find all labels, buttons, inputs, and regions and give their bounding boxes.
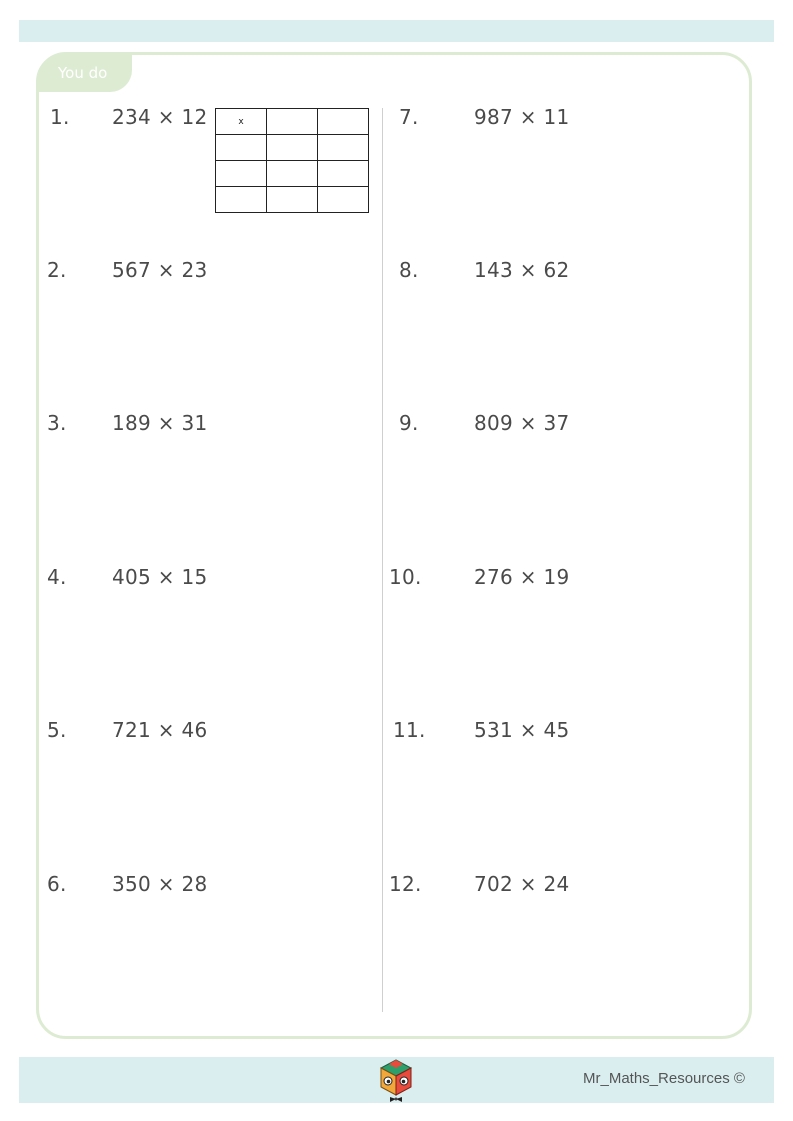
problem-1-expression: 234 × 12 (112, 105, 208, 129)
problem-10-number: 10. (389, 565, 422, 589)
grid-cell[interactable] (318, 109, 369, 135)
problem-8-expression: 143 × 62 (474, 258, 570, 282)
header-band (19, 20, 774, 42)
problem-8-number: 8. (399, 258, 419, 282)
grid-cell[interactable] (216, 161, 267, 187)
problem-5-number: 5. (47, 718, 67, 742)
problem-7-number: 7. (399, 105, 419, 129)
multiplication-grid (215, 108, 369, 213)
problem-9-expression: 809 × 37 (474, 411, 570, 435)
problem-1-number: 1. (50, 105, 70, 129)
problem-11-number: 11. (393, 718, 426, 742)
grid-cell[interactable] (318, 135, 369, 161)
grid-cell[interactable] (216, 187, 267, 213)
grid-corner-cell: x (216, 109, 267, 135)
grid-cell[interactable] (267, 161, 318, 187)
problem-10-expression: 276 × 19 (474, 565, 570, 589)
section-tab: You do (38, 54, 132, 92)
problem-3-expression: 189 × 31 (112, 411, 208, 435)
problem-2-expression: 567 × 23 (112, 258, 208, 282)
problem-12-number: 12. (389, 872, 422, 896)
copyright-credit: Mr_Maths_Resources © (583, 1070, 745, 1087)
problem-11-expression: 531 × 45 (474, 718, 570, 742)
cube-mascot-icon (378, 1059, 414, 1103)
grid-cell[interactable] (267, 109, 318, 135)
problem-9-number: 9. (399, 411, 419, 435)
grid-cell[interactable] (267, 187, 318, 213)
problem-5-expression: 721 × 46 (112, 718, 208, 742)
problem-3-number: 3. (47, 411, 67, 435)
problem-4-number: 4. (47, 565, 67, 589)
grid-cell[interactable] (318, 161, 369, 187)
problem-2-number: 2. (47, 258, 67, 282)
problem-6-number: 6. (47, 872, 67, 896)
problem-4-expression: 405 × 15 (112, 565, 208, 589)
grid-cell[interactable] (267, 135, 318, 161)
problem-7-expression: 987 × 11 (474, 105, 570, 129)
column-divider (382, 108, 383, 1012)
grid-cell[interactable] (318, 187, 369, 213)
grid-cell[interactable] (216, 135, 267, 161)
problem-6-expression: 350 × 28 (112, 872, 208, 896)
problem-12-expression: 702 × 24 (474, 872, 570, 896)
